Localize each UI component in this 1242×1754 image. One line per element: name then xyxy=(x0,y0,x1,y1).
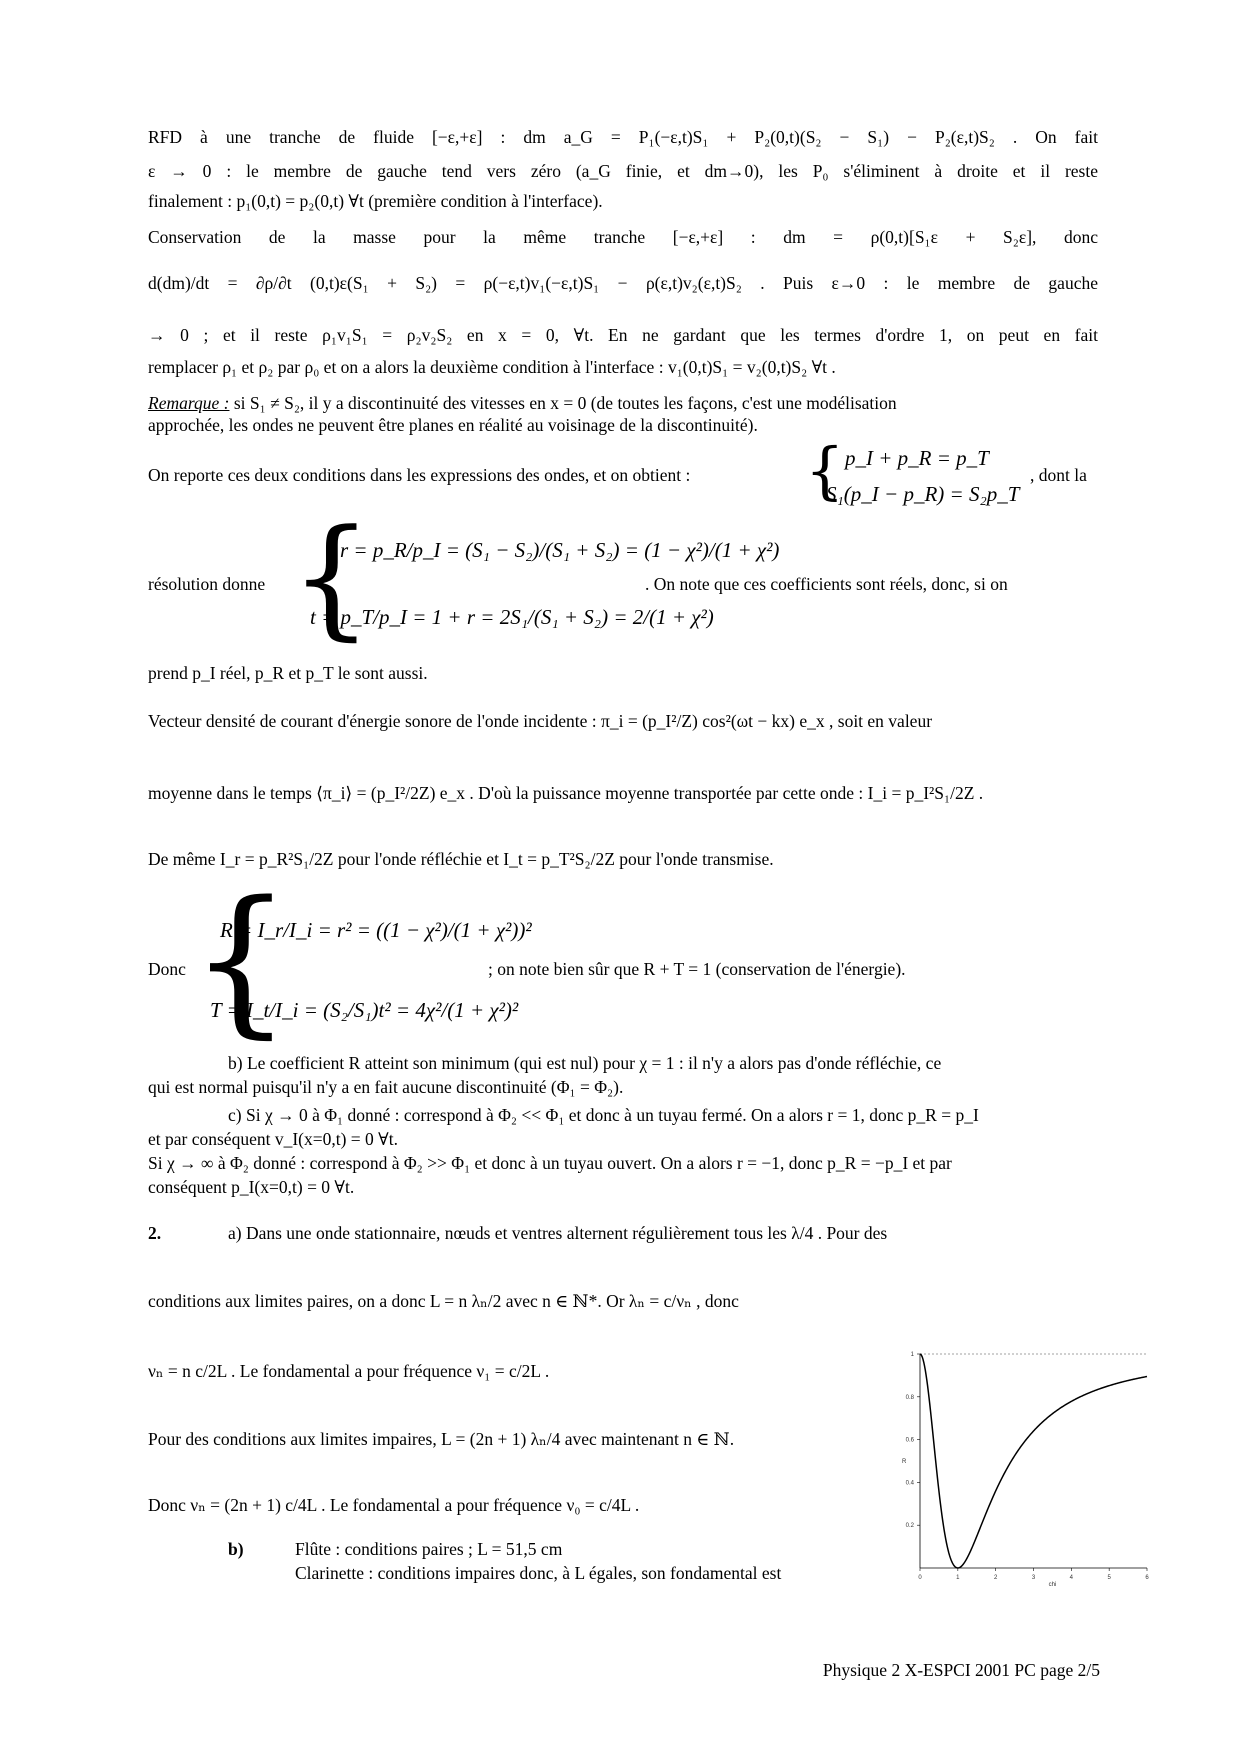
x-tick-label: 6 xyxy=(1145,1575,1149,1581)
y-tick-label: 1 xyxy=(910,1352,914,1358)
text-line-b-cont: qui est normal puisqu'il n'y a en fait aucune discontinuité (Φ₁ = Φ₂). xyxy=(148,1077,624,1097)
text-line-standing-wave: a) Dans une onde stationnaire, nœuds et ventres alternent régulièrement tous les λ/4 . Pour des xyxy=(228,1223,888,1243)
text-line-odd-conditions: Pour des conditions aux limites impaires, L = (2n + 1) λₙ/4 avec maintenant n ∈ ℕ. xyxy=(148,1429,735,1449)
system1-brace: { xyxy=(805,434,845,507)
y-tick-label: 0.8 xyxy=(905,1394,914,1401)
system3-row2: T = I_t/I_i = (S₂/S₁)t² = 4χ²/(1 + χ²)² xyxy=(210,998,519,1022)
text-line-flute: Flûte : conditions paires ; L = 51,5 cm xyxy=(295,1539,563,1559)
item-label-b: b) xyxy=(228,1539,244,1559)
x-tick-label: 2 xyxy=(993,1575,998,1581)
system2-row1: r = p_R/p_I = (S₁ − S₂)/(S₁ + S₂) = (1 − χ²)/(1 + χ²) xyxy=(340,538,780,562)
remark-label: Remarque : xyxy=(148,393,230,413)
text-line-c-open: Si χ → ∞ à Φ₂ donné : correspond à Φ₂ >> Φ₁ et donc à un tuyau ouvert. On a alors r = −1, donc p_R = −p_I et par xyxy=(148,1153,952,1173)
section-number-2: 2. xyxy=(148,1223,162,1243)
text-line-real: prend p_I réel, p_R et p_T le sont aussi. xyxy=(148,663,428,683)
x-tick-label: 4 xyxy=(1069,1575,1074,1581)
text-line-odd-frequencies: Donc νₙ = (2n + 1) c/4L . Le fondamental a pour fréquence ν₀ = c/4L . xyxy=(148,1495,640,1515)
text-line-clarinet: Clarinette : conditions impaires donc, à L égales, son fondamental est xyxy=(295,1563,782,1583)
text-line-mass-conservation: Conservation de la masse pour la même tranche [−ε,+ε] : dm = ρ(0,t)[S₁ε + S₂ε], donc xyxy=(148,227,1098,247)
text-line-resolution: résolution donne xyxy=(148,574,266,594)
x-tick-label: 5 xyxy=(1107,1575,1111,1581)
text-line-real-coefficients: . On note que ces coefficients sont réels, donc, si on xyxy=(645,574,1008,594)
system2-row2: t = p_T/p_I = 1 + r = 2S₁/(S₁ + S₂) = 2/(1 + χ²) xyxy=(310,605,714,629)
x-tick-label: 3 xyxy=(1031,1575,1036,1581)
text-line-energy-conservation: ; on note bien sûr que R + T = 1 (conservation de l'énergie). xyxy=(488,959,906,979)
remark-text: si S₁ ≠ S₂, il y a discontinuité des vitesses en x = 0 (de toutes les façons, c'est une modélisation xyxy=(229,393,897,413)
reflection-coefficient-graph xyxy=(892,1340,1154,1588)
text-line-b-minimum: b) Le coefficient R atteint son minimum (qui est nul) pour χ = 1 : il n'y a alors pas d'onde réfléchie, ce xyxy=(228,1053,942,1073)
text-line-even-frequencies: νₙ = n c/2L . Le fondamental a pour fréquence ν₁ = c/2L . xyxy=(148,1361,550,1381)
text-line-limit: ε → 0 : le membre de gauche tend vers zéro (a_G finie, et dm→0), les P₀ s'éliminent à droite et il reste xyxy=(148,161,1098,181)
graph-background xyxy=(892,1340,1154,1583)
x-tick-label: 0 xyxy=(918,1575,922,1581)
system1-row1: p_I + p_R = p_T xyxy=(845,446,989,470)
y-tick-label: 0.2 xyxy=(905,1523,914,1530)
system1-row2: S₁(p_I − p_R) = S₂p_T xyxy=(826,482,1020,506)
text-line-flux: → 0 ; et il reste ρ₁v₁S₁ = ρ₂v₂S₂ en x = 0, ∀t. En ne gardant que les termes d'ordre 1, on peut en fait xyxy=(148,325,1098,345)
text-line-donc: Donc xyxy=(148,959,186,979)
text-line-reflected-transmitted: De même I_r = p_R²S₁/2Z pour l'onde réfléchie et I_t = p_T²S₂/2Z pour l'onde transmise. xyxy=(148,849,774,869)
text-line-remark-cont: approchée, les ondes ne peuvent être planes en réalité au voisinage de la discontinuité). xyxy=(148,415,758,435)
text-line-energy-flux: Vecteur densité de courant d'énergie sonore de l'onde incidente : π_i = (p_I²/Z) cos²(ωt − kx) e_x , soit en valeur xyxy=(148,711,933,731)
text-line-conditions-end: , dont la xyxy=(1030,465,1087,485)
text-line-mean-power: moyenne dans le temps ⟨π_i⟩ = (p_I²/2Z) e_x . D'où la puissance moyenne transportée par cette onde : I_i = p_I²S₁/2Z . xyxy=(148,783,984,803)
text-line-c-cont: et par conséquent v_I(x=0,t) = 0 ∀t. xyxy=(148,1129,398,1149)
text-line-even-conditions: conditions aux limites paires, on a donc L = n λₙ/2 avec n ∈ ℕ*. Or λₙ = c/νₙ , donc xyxy=(148,1291,739,1311)
text-line-mass-derivative: d(dm)/dt = ∂ρ/∂t (0,t)ε(S₁ + S₂) = ρ(−ε,t)v₁(−ε,t)S₁ − ρ(ε,t)v₂(ε,t)S₂ . Puis ε→0 : le membre de gauche xyxy=(148,273,1098,293)
x-tick-label: 1 xyxy=(956,1575,960,1581)
text-line-c-open-cont: conséquent p_I(x=0,t) = 0 ∀t. xyxy=(148,1177,355,1197)
system3-brace: { xyxy=(190,866,292,1053)
x-axis-label: chi xyxy=(1048,1582,1057,1588)
y-axis-label: R xyxy=(902,1459,907,1465)
y-tick-label: 0.4 xyxy=(905,1480,914,1487)
system2-brace: { xyxy=(290,501,373,653)
text-line-rfd: RFD à une tranche de fluide [−ε,+ε] : dm a_G = P₁(−ε,t)S₁ + P₂(0,t)(S₂ − S₁) − P₂(ε,t)S₂ . On fait xyxy=(148,127,1098,147)
text-line-second-condition: remplacer ρ₁ et ρ₂ par ρ₀ et on a alors la deuxième condition à l'interface : v₁(0,t)S₁ = v₂(0,t)S₂ ∀t . xyxy=(148,357,836,377)
text-line-remark xyxy=(148,392,897,414)
text-line-c-closed: c) Si χ → 0 à Φ₁ donné : correspond à Φ₂ << Φ₁ et donc à un tuyau fermé. On a alors r = 1, donc p_R = p_I xyxy=(228,1105,979,1125)
page-footer: Physique 2 X-ESPCI 2001 PC page 2/5 xyxy=(822,1660,1100,1680)
text-line-first-condition: finalement : p₁(0,t) = p₂(0,t) ∀t (première condition à l'interface). xyxy=(148,191,603,211)
text-line-conditions: On reporte ces deux conditions dans les expressions des ondes, et on obtient : xyxy=(148,465,691,485)
y-tick-label: 0.6 xyxy=(905,1437,914,1444)
system3-row1: R = I_r/I_i = r² = ((1 − χ²)/(1 + χ²))² xyxy=(220,918,532,942)
